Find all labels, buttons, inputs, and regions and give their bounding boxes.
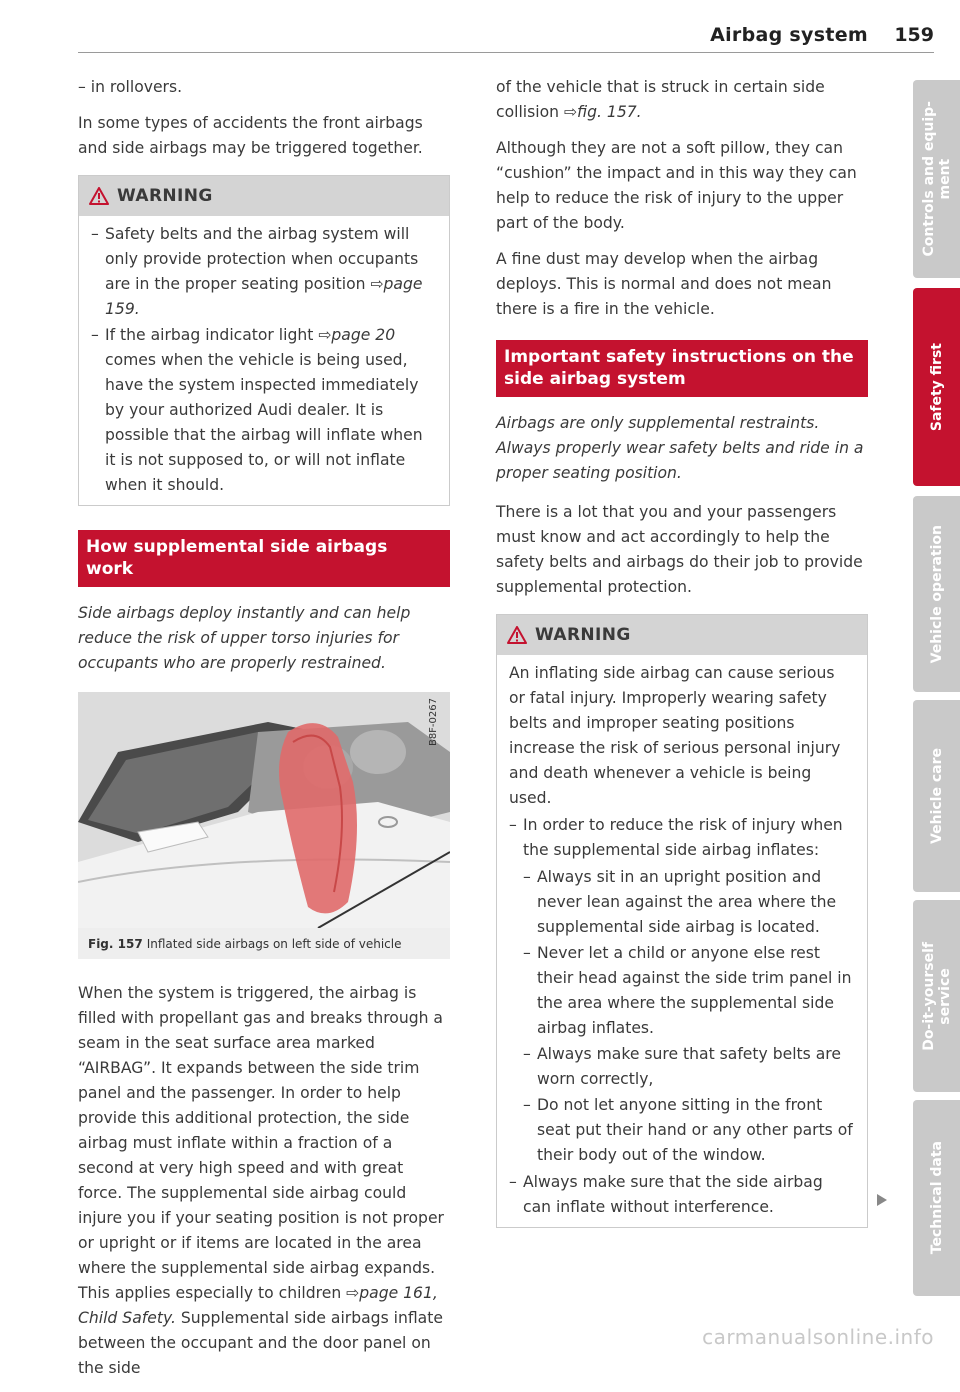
page-link[interactable]: ⇨page 20: [318, 326, 396, 344]
section-lead: Airbags are only supplemental restraints. Always properly wear safety belts and ride in a proper seating position.: [496, 414, 864, 482]
paragraph: In some types of accidents the front airbags and side airbags may be triggered together.: [78, 114, 423, 157]
page-header-title: Airbag system: [710, 24, 868, 46]
paragraph: There is a lot that you and your passengers must know and act accordingly to help the safety belts and airbags do their job to provide supplemental protection.: [496, 503, 863, 596]
page-link[interactable]: ⇨page 161, Child Safety.: [78, 1284, 438, 1327]
section-heading: How supplemental side airbags work: [78, 530, 450, 587]
figure-caption: Fig. 157 Inflated side airbags on left side of vehicle: [78, 928, 450, 959]
car-airbag-illustration: [78, 692, 450, 928]
list-item: – Always make sure that the side airbag can inflate without interference.: [509, 1170, 855, 1220]
figure-number: Fig. 157: [88, 937, 143, 951]
tab-do-it-yourself-service[interactable]: Do-it-yourself service: [913, 900, 960, 1092]
figure-code: B8F-0267: [428, 698, 439, 747]
list-item: – In order to reduce the risk of injury when the supplemental side airbag inflates: – Always sit in an upright position and never lean against the area where the supplemental side airbag is located. – Never let a child or anyone else rest their head against the side trim panel in the area where the supplemental side airbag inflates. – Always make sure that safety belts are worn correctly, – Do not let anyone sitting in the front seat put their hand or any other parts of their body out of the window.: [509, 813, 855, 1168]
warning-box: [78, 175, 450, 506]
list-item: – If the airbag indicator light ⇨page 20 comes when the vehicle is being used, have the system inspected immediately by your authorized Audi dealer. It is possible that the airbag will inflate when it is not supposed to, or will not inflate when it should.: [91, 323, 437, 498]
tab-technical-data[interactable]: Technical data: [913, 1100, 960, 1296]
figure-image: [78, 692, 450, 928]
warning-header: [497, 615, 867, 655]
figure-link[interactable]: ⇨fig. 157.: [563, 103, 642, 121]
paragraph: A fine dust may develop when the airbag deploys. This is normal and does not mean there is a fire in the vehicle.: [496, 250, 832, 318]
paragraph: – in rollovers.: [78, 78, 183, 96]
warning-triangle-icon: [507, 626, 527, 644]
section-heading: Important safety instructions on the side airbag system: [496, 340, 868, 397]
list-item: – Never let a child or anyone else rest their head against the side trim panel in the area where the supplemental side airbag inflates.: [523, 941, 855, 1041]
right-column: [496, 75, 868, 1252]
tab-vehicle-care[interactable]: Vehicle care: [913, 700, 960, 892]
page-link[interactable]: ⇨page 159.: [105, 275, 423, 318]
page-number: 159: [894, 24, 934, 46]
header-rule: [78, 52, 934, 53]
list-item: – Always make sure that safety belts are worn correctly,: [523, 1042, 855, 1092]
paragraph: of the vehicle that is struck in certain side collision ⇨fig. 157.: [496, 78, 825, 121]
left-column: [78, 75, 450, 1392]
list-item: – Always sit in an upright position and never lean against the area where the supplemental side airbag is located.: [523, 865, 855, 940]
list-item: – Do not let anyone sitting in the front seat put their hand or any other parts of their body out of the window.: [523, 1093, 855, 1168]
tab-safety-first[interactable]: Safety first: [913, 288, 960, 486]
warning-box: [496, 614, 868, 1228]
paragraph: Although they are not a soft pillow, they can “cushion” the impact and in this way they can help to reduce the risk of injury to the upper part of the body.: [496, 139, 857, 232]
footer-watermark: carmanualsonline.info: [702, 1325, 934, 1349]
warning-label: WARNING: [535, 624, 631, 645]
warning-label: WARNING: [117, 185, 213, 206]
tab-vehicle-operation[interactable]: Vehicle operation: [913, 496, 960, 692]
section-lead: Side airbags deploy instantly and can help reduce the risk of upper torso injuries for occupants who are properly restrained.: [78, 604, 411, 672]
paragraph: When the system is triggered, the airbag is filled with propellant gas and breaks through a seam in the seat surface area marked “AIRBAG”. It expands between the side trim panel and the passenger. In order to help provide this additional protection, the side airbag must inflate within a fraction of a second at very high speed and with great force. The supplemental side airbag could injure you if your seating position is not proper or upright or if items are located in the area where the supplemental side airbag expands. This applies especially to children ⇨page 161, Child Safety. Supplemental side airbags inflate between the occupant and the door panel on the side: [78, 984, 444, 1377]
tab-controls-and-equipment[interactable]: Controls and equip- ment: [913, 80, 960, 278]
continue-arrow-icon: [876, 1193, 888, 1207]
warning-intro: An inflating side airbag can cause serious or fatal injury. Improperly wearing safety belts and improper seating positions increase the risk of serious personal injury and death whenever a vehicle is being used.: [509, 664, 841, 807]
warning-header: [79, 176, 449, 216]
warning-triangle-icon: [89, 187, 109, 205]
list-item: – Safety belts and the airbag system will only provide protection when occupants are in the proper seating position ⇨page 159.: [91, 222, 437, 322]
